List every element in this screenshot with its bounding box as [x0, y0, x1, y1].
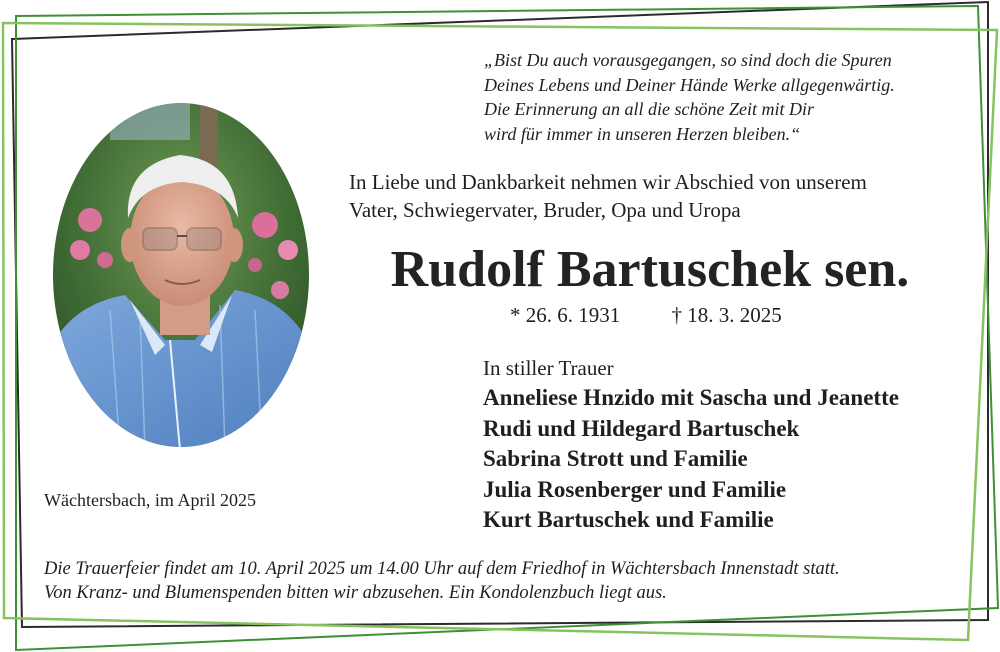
footer-line: Von Kranz- und Blumenspenden bitten wir abzusehen. Ein Kondolenzbuch liegt aus.	[44, 583, 667, 603]
quote-line: Die Erinnerung an all die schöne Zeit mit Dir	[484, 99, 814, 119]
mourner-name: Julia Rosenberger und Familie	[483, 476, 787, 502]
farewell-intro	[349, 168, 989, 224]
mourner-name: Sabrina Strott und Familie	[483, 446, 748, 471]
funeral-details	[44, 557, 974, 605]
memorial-quote	[484, 48, 984, 146]
quote-line: Deines Lebens und Deiner Hände Werke allgegenwärtig.	[484, 74, 895, 95]
mourner-name: Anneliese Hnzido mit Sascha und Jeanette	[483, 385, 899, 410]
intro-line: In Liebe und Dankbarkeit nehmen wir Abschied von unserem	[349, 170, 867, 194]
mourner-name: Kurt Bartuschek und Familie	[483, 507, 774, 532]
place-and-date: Wächtersbach, im April 2025	[44, 490, 256, 510]
mourners-lead: In stiller Trauer	[483, 356, 614, 380]
intro-line: Vater, Schwiegervater, Bruder, Opa und Uropa	[349, 198, 741, 222]
death-date: † 18. 3. 2025	[671, 303, 782, 327]
mourner-name: Rudi und Hildegard Bartuschek	[483, 415, 800, 441]
birth-date: * 26. 6. 1931	[510, 303, 621, 327]
life-dates	[510, 303, 810, 328]
deceased-name: Rudolf Bartuschek sen.	[390, 241, 910, 298]
quote-line: „Bist Du auch vorausgegangen, so sind doch die Spuren	[484, 50, 892, 70]
mourners-block	[483, 353, 899, 536]
quote-line: wird für immer in unseren Herzen bleiben.“	[484, 123, 801, 144]
portrait-photo	[50, 100, 312, 450]
footer-line: Die Trauerfeier findet am 10. April 2025 um 14.00 Uhr auf dem Friedhof in Wächtersbach Innenstadt statt.	[44, 559, 840, 579]
